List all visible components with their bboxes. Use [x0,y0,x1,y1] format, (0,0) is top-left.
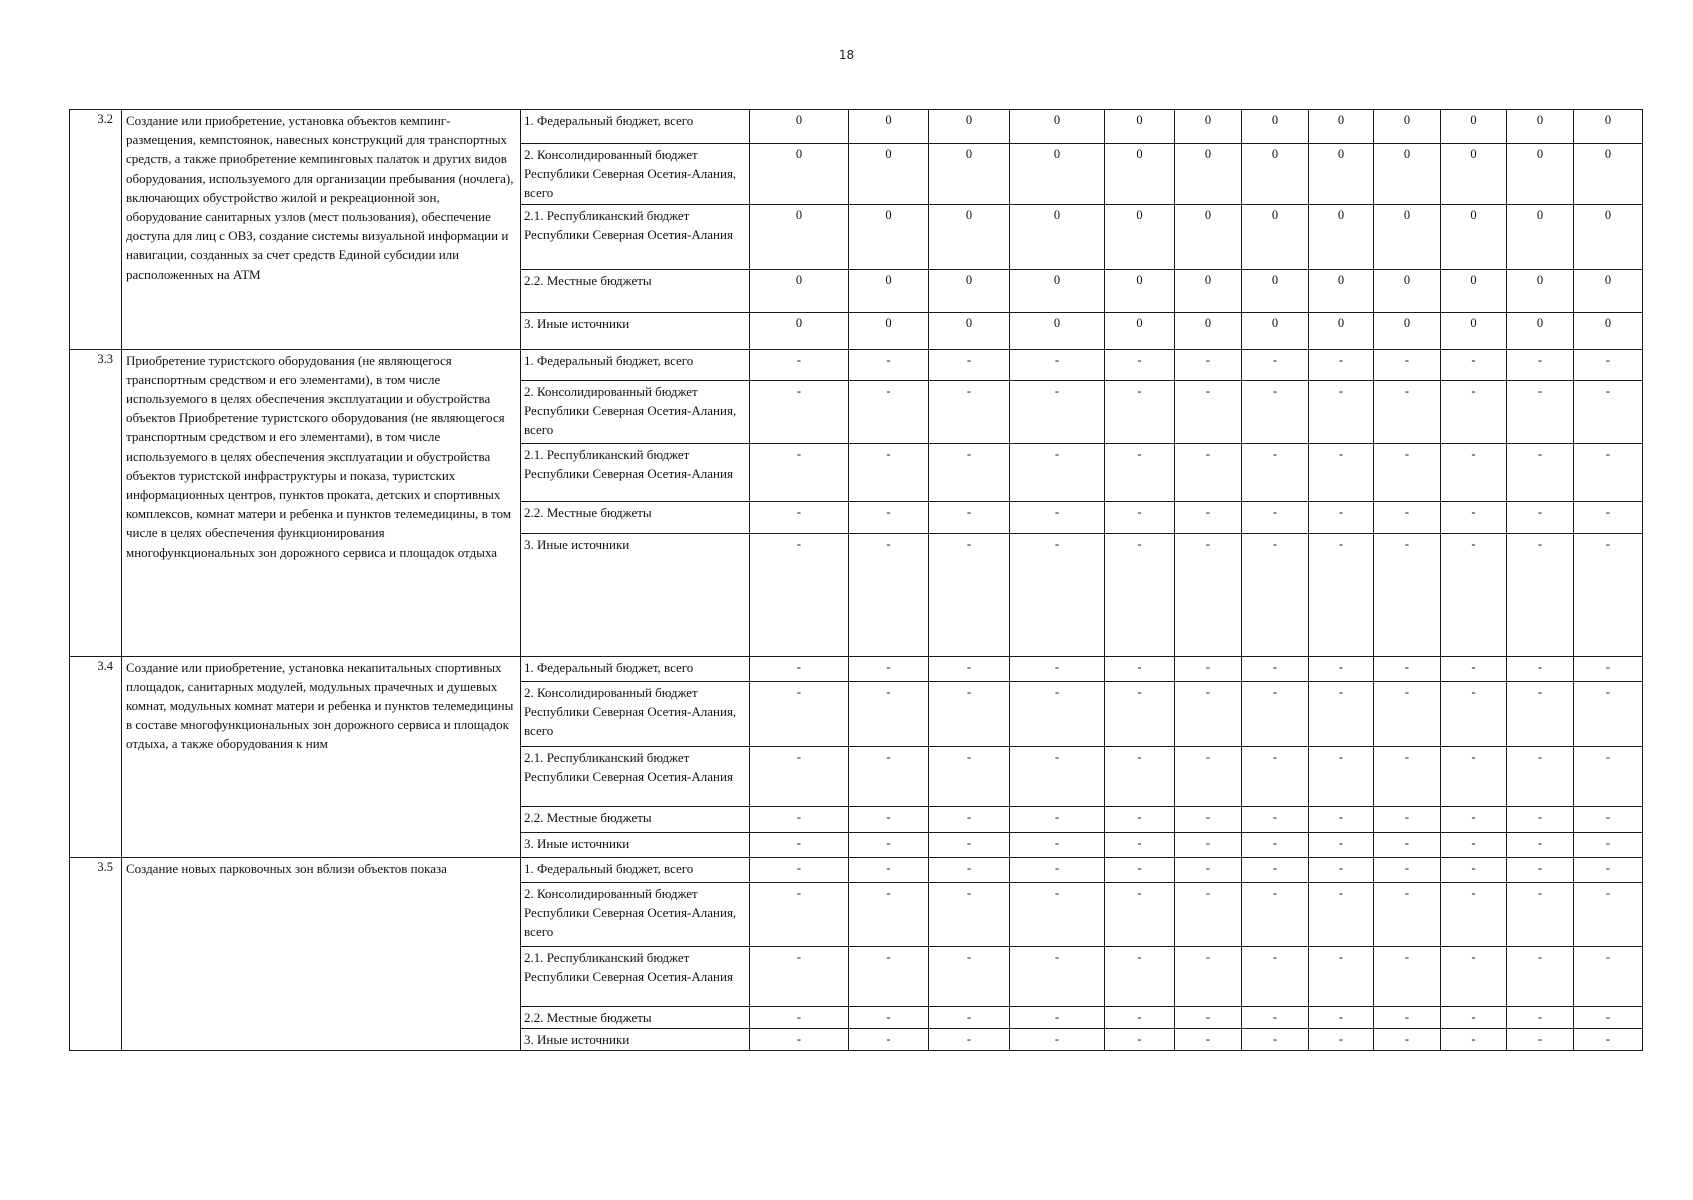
value-cell: - [929,882,1010,946]
section-description: Создание или приобретение, установка объектов кемпинг-размещения, кемпстоянок, навесных конструкций для транспортных средств, а также приобретение кемпинговых палаток и других видов оборудования, используемого для организации пребывания (ночлега), включающих обустройство жилой и рекреационной зон, оборудование санитарных узлов (мест пользования), обеспечение доступа для лиц с ОВЗ, создание системы визуальной информации и навигации, созданных за счет средств Единой субсидии или расположенных на АТМ [122,110,521,350]
value-cell: 0 [1309,269,1374,312]
value-cell: - [1574,349,1643,380]
value-cell: - [1374,806,1441,832]
value-cell: - [929,501,1010,533]
value-cell: 0 [1574,204,1643,269]
value-cell: - [1242,1028,1309,1050]
value-cell: 0 [1507,269,1574,312]
value-cell: - [1175,832,1242,857]
funding-source-label: 2. Консолидированный бюджет Республики Северная Осетия-Алания, всего [521,380,750,443]
value-cell: 0 [1010,312,1105,349]
value-cell: 0 [1242,312,1309,349]
value-cell: - [1105,832,1175,857]
value-cell: - [1374,380,1441,443]
value-cell: - [750,882,849,946]
value-cell: - [1242,443,1309,501]
section-number: 3.4 [70,656,122,857]
value-cell: - [750,443,849,501]
value-cell: - [1175,857,1242,882]
value-cell: - [849,533,929,656]
value-cell: - [849,443,929,501]
value-cell: - [929,656,1010,681]
value-cell: - [1507,882,1574,946]
value-cell: - [1574,656,1643,681]
value-cell: - [1574,882,1643,946]
value-cell: - [929,349,1010,380]
value-cell: - [1574,501,1643,533]
funding-source-label: 2.2. Местные бюджеты [521,501,750,533]
value-cell: 0 [1105,312,1175,349]
funding-source-label: 2.2. Местные бюджеты [521,806,750,832]
value-cell: - [849,1006,929,1028]
value-cell: - [1507,857,1574,882]
value-cell: - [1507,1028,1574,1050]
value-cell: 0 [929,269,1010,312]
value-cell: - [1242,832,1309,857]
value-cell: - [1507,832,1574,857]
value-cell: - [750,1028,849,1050]
value-cell: - [1010,349,1105,380]
value-cell: - [1105,857,1175,882]
value-cell: - [1441,882,1507,946]
value-cell: - [1441,832,1507,857]
value-cell: 0 [1374,144,1441,205]
value-cell: 0 [1242,144,1309,205]
value-cell: 0 [750,312,849,349]
value-cell: 0 [1507,312,1574,349]
value-cell: - [1309,681,1374,746]
value-cell: - [929,443,1010,501]
value-cell: 0 [1010,269,1105,312]
funding-source-label: 3. Иные источники [521,1028,750,1050]
funding-source-label: 2.2. Местные бюджеты [521,1006,750,1028]
value-cell: - [849,380,929,443]
value-cell: - [1507,1006,1574,1028]
budget-table [69,109,1643,1051]
funding-source-label: 3. Иные источники [521,533,750,656]
value-cell: - [1309,832,1374,857]
value-cell: - [1309,746,1374,806]
value-cell: - [750,946,849,1006]
value-cell: - [1309,1006,1374,1028]
value-cell: - [1105,681,1175,746]
value-cell: - [1574,681,1643,746]
value-cell: - [1441,681,1507,746]
section-number: 3.3 [70,349,122,656]
value-cell: - [849,501,929,533]
value-cell: - [1441,380,1507,443]
value-cell: - [1309,946,1374,1006]
value-cell: - [1374,656,1441,681]
value-cell: - [1441,1028,1507,1050]
value-cell: - [1309,349,1374,380]
value-cell: 0 [1105,204,1175,269]
value-cell: - [1010,681,1105,746]
value-cell: - [929,832,1010,857]
value-cell: - [929,946,1010,1006]
value-cell: 0 [929,144,1010,205]
value-cell: - [1010,946,1105,1006]
value-cell: - [1010,806,1105,832]
value-cell: - [1242,501,1309,533]
value-cell: - [1507,656,1574,681]
value-cell: - [1574,806,1643,832]
value-cell: - [750,533,849,656]
section-description: Создание новых парковочных зон вблизи объектов показа [122,857,521,1050]
value-cell: 0 [1374,269,1441,312]
value-cell: - [750,349,849,380]
value-cell: - [1010,1028,1105,1050]
value-cell: - [1507,806,1574,832]
value-cell: - [849,746,929,806]
value-cell: - [1242,857,1309,882]
value-cell: - [849,806,929,832]
value-cell: - [1374,1028,1441,1050]
value-cell: - [1242,349,1309,380]
funding-source-label: 2.1. Республиканский бюджет Республики Северная Осетия-Алания [521,204,750,269]
value-cell: 0 [929,204,1010,269]
value-cell: - [1105,443,1175,501]
value-cell: 0 [929,312,1010,349]
value-cell: - [750,806,849,832]
value-cell: - [1309,380,1374,443]
value-cell: - [849,857,929,882]
value-cell: - [1574,857,1643,882]
value-cell: 0 [1374,312,1441,349]
value-cell: - [1105,1028,1175,1050]
funding-source-label: 2.2. Местные бюджеты [521,269,750,312]
value-cell: - [1309,533,1374,656]
value-cell: - [1175,946,1242,1006]
value-cell: - [1105,501,1175,533]
value-cell: - [1175,443,1242,501]
value-cell: - [1374,1006,1441,1028]
value-cell: - [1374,882,1441,946]
value-cell: - [1574,1028,1643,1050]
funding-source-label: 1. Федеральный бюджет, всего [521,110,750,144]
value-cell: - [750,656,849,681]
value-cell: 0 [1309,110,1374,144]
table-row [70,349,1643,380]
value-cell: - [1374,501,1441,533]
value-cell: - [1242,746,1309,806]
value-cell: - [1175,349,1242,380]
value-cell: - [849,882,929,946]
value-cell: 0 [750,269,849,312]
value-cell: 0 [1010,144,1105,205]
value-cell: - [849,349,929,380]
value-cell: - [1010,1006,1105,1028]
value-cell: - [1105,380,1175,443]
value-cell: - [1309,443,1374,501]
value-cell: 0 [1010,110,1105,144]
funding-source-label: 2. Консолидированный бюджет Республики Северная Осетия-Алания, всего [521,681,750,746]
value-cell: - [849,656,929,681]
value-cell: - [1309,806,1374,832]
value-cell: - [750,746,849,806]
value-cell: - [1175,656,1242,681]
value-cell: - [1309,1028,1374,1050]
value-cell: - [1374,443,1441,501]
funding-source-label: 1. Федеральный бюджет, всего [521,656,750,681]
value-cell: - [1374,746,1441,806]
value-cell: - [929,533,1010,656]
value-cell: 0 [1441,312,1507,349]
value-cell: - [1574,443,1643,501]
value-cell: - [1374,681,1441,746]
value-cell: - [929,380,1010,443]
page-number: 18 [838,48,855,62]
value-cell: 0 [1441,144,1507,205]
value-cell: - [1441,1006,1507,1028]
funding-source-label: 3. Иные источники [521,832,750,857]
value-cell: - [849,832,929,857]
value-cell: - [1441,656,1507,681]
value-cell: - [1010,857,1105,882]
value-cell: - [1574,832,1643,857]
value-cell: 0 [1010,204,1105,269]
value-cell: - [1574,1006,1643,1028]
value-cell: - [1441,533,1507,656]
value-cell: - [750,501,849,533]
funding-source-label: 2.1. Республиканский бюджет Республики Северная Осетия-Алания [521,443,750,501]
value-cell: - [1441,857,1507,882]
value-cell: - [1441,946,1507,1006]
value-cell: - [750,1006,849,1028]
value-cell: - [750,380,849,443]
value-cell: - [1374,832,1441,857]
table-row [70,110,1643,144]
value-cell: 0 [1175,204,1242,269]
value-cell: - [1105,746,1175,806]
value-cell: - [929,746,1010,806]
value-cell: - [1175,746,1242,806]
value-cell: 0 [1309,312,1374,349]
value-cell: 0 [1441,204,1507,269]
value-cell: - [1309,857,1374,882]
value-cell: - [750,832,849,857]
value-cell: - [1105,656,1175,681]
value-cell: - [1010,832,1105,857]
value-cell: - [1175,501,1242,533]
value-cell: - [1242,806,1309,832]
value-cell: 0 [1507,144,1574,205]
value-cell: - [1010,501,1105,533]
value-cell: 0 [1105,110,1175,144]
value-cell: - [1175,1006,1242,1028]
value-cell: - [1374,349,1441,380]
value-cell: - [929,806,1010,832]
value-cell: 0 [849,144,929,205]
value-cell: - [929,681,1010,746]
value-cell: 0 [849,204,929,269]
value-cell: - [1507,380,1574,443]
section-number: 3.5 [70,857,122,1050]
value-cell: 0 [1374,204,1441,269]
value-cell: 0 [750,204,849,269]
funding-source-label: 1. Федеральный бюджет, всего [521,857,750,882]
section-description: Создание или приобретение, установка некапитальных спортивных площадок, санитарных модулей, модульных прачечных и душевых комнат, модульных комнат матери и ребенка и пунктов телемедицины в составе многофункциональных зон дорожного сервиса и площадок отдыха, а также оборудования к ним [122,656,521,857]
value-cell: 0 [1175,110,1242,144]
value-cell: - [1574,380,1643,443]
value-cell: - [1175,882,1242,946]
value-cell: 0 [1374,110,1441,144]
value-cell: - [1507,533,1574,656]
funding-source-label: 3. Иные источники [521,312,750,349]
value-cell: 0 [1105,144,1175,205]
value-cell: 0 [1507,110,1574,144]
value-cell: - [1374,946,1441,1006]
value-cell: 0 [849,312,929,349]
value-cell: 0 [1175,144,1242,205]
value-cell: - [1309,501,1374,533]
value-cell: 0 [1574,110,1643,144]
value-cell: - [1242,1006,1309,1028]
value-cell: 0 [1574,144,1643,205]
value-cell: - [1010,882,1105,946]
value-cell: - [929,857,1010,882]
value-cell: - [1441,806,1507,832]
value-cell: - [1105,882,1175,946]
value-cell: - [849,681,929,746]
value-cell: - [1309,882,1374,946]
value-cell: 0 [1441,269,1507,312]
value-cell: - [1507,681,1574,746]
value-cell: - [1507,501,1574,533]
value-cell: 0 [1105,269,1175,312]
funding-source-label: 1. Федеральный бюджет, всего [521,349,750,380]
value-cell: - [1010,533,1105,656]
value-cell: - [750,681,849,746]
value-cell: 0 [849,110,929,144]
value-cell: - [1507,349,1574,380]
value-cell: - [750,857,849,882]
value-cell: - [849,1028,929,1050]
value-cell: - [1574,746,1643,806]
value-cell: - [849,946,929,1006]
value-cell: - [1242,533,1309,656]
value-cell: 0 [1309,144,1374,205]
section-number: 3.2 [70,110,122,350]
funding-source-label: 2.1. Республиканский бюджет Республики Северная Осетия-Алания [521,746,750,806]
value-cell: - [1574,946,1643,1006]
value-cell: 0 [929,110,1010,144]
value-cell: 0 [1441,110,1507,144]
value-cell: 0 [1574,269,1643,312]
table-row [70,656,1643,681]
value-cell: - [1010,656,1105,681]
value-cell: 0 [1242,269,1309,312]
value-cell: - [1010,746,1105,806]
value-cell: 0 [750,110,849,144]
value-cell: - [1175,806,1242,832]
value-cell: 0 [849,269,929,312]
value-cell: - [1374,857,1441,882]
value-cell: - [1242,946,1309,1006]
value-cell: 0 [1242,204,1309,269]
value-cell: 0 [750,144,849,205]
value-cell: - [1507,746,1574,806]
value-cell: - [1242,882,1309,946]
value-cell: - [929,1028,1010,1050]
value-cell: - [1441,746,1507,806]
value-cell: - [1507,946,1574,1006]
value-cell: - [1441,501,1507,533]
value-cell: - [1175,533,1242,656]
value-cell: - [1242,656,1309,681]
value-cell: - [1105,349,1175,380]
value-cell: 0 [1242,110,1309,144]
value-cell: - [1175,681,1242,746]
value-cell: - [1309,656,1374,681]
value-cell: - [1574,533,1643,656]
value-cell: - [1105,533,1175,656]
value-cell: - [1374,533,1441,656]
value-cell: 0 [1574,312,1643,349]
value-cell: - [1105,806,1175,832]
value-cell: - [1507,443,1574,501]
value-cell: 0 [1175,269,1242,312]
value-cell: - [1010,443,1105,501]
value-cell: - [1441,349,1507,380]
value-cell: - [1441,443,1507,501]
value-cell: - [1175,1028,1242,1050]
section-description: Приобретение туристского оборудования (не являющегося транспортным средством и его элементами), в том числе используемого в целях обеспечения эксплуатации и обустройства объектов Приобретение туристского оборудования (не являющегося транспортным средством и его элементами), в том числе используемого в целях обеспечения эксплуатации и обустройства объектов туристской инфраструктуры и показа, туристских информационных центров, пунктов проката, детских и спортивных комплексов, комнат матери и ребенка и пунктов телемедицины, в том числе в целях обеспечения функционирования многофункциональных зон дорожного сервиса и площадок отдыха [122,349,521,656]
value-cell: 0 [1175,312,1242,349]
funding-source-label: 2.1. Республиканский бюджет Республики Северная Осетия-Алания [521,946,750,1006]
value-cell: - [1105,1006,1175,1028]
value-cell: - [1242,681,1309,746]
value-cell: 0 [1309,204,1374,269]
value-cell: 0 [1507,204,1574,269]
value-cell: - [1105,946,1175,1006]
funding-source-label: 2. Консолидированный бюджет Республики Северная Осетия-Алания, всего [521,144,750,205]
value-cell: - [1242,380,1309,443]
table-row [70,857,1643,882]
value-cell: - [929,1006,1010,1028]
value-cell: - [1175,380,1242,443]
funding-source-label: 2. Консолидированный бюджет Республики Северная Осетия-Алания, всего [521,882,750,946]
value-cell: - [1010,380,1105,443]
